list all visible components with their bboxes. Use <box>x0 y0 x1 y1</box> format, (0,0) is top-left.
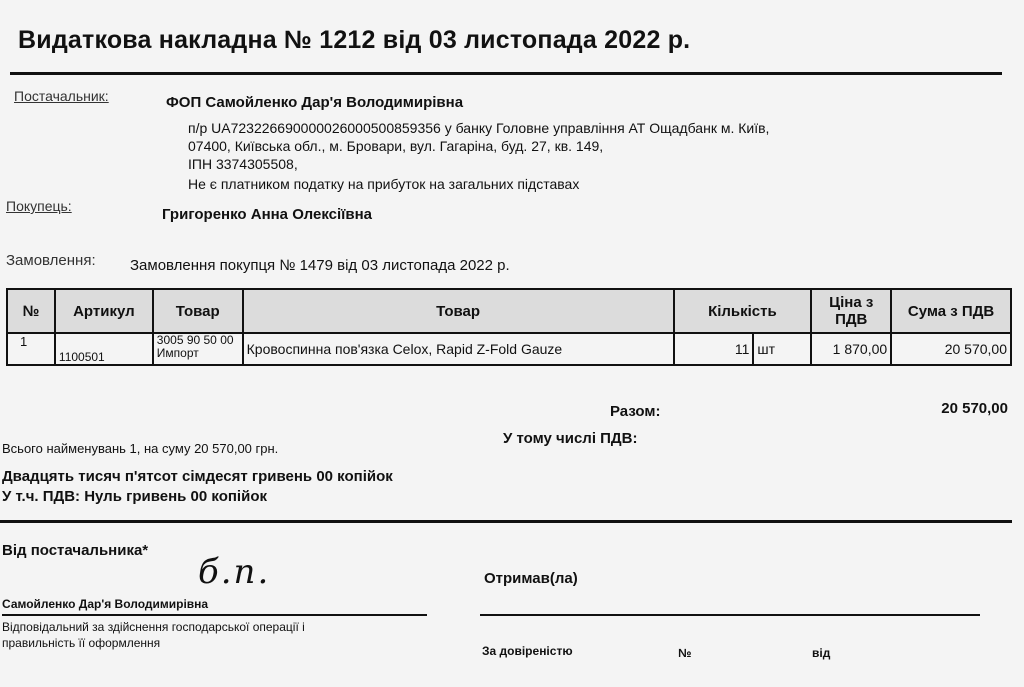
header-article: Артикул <box>55 289 153 333</box>
header-product: Товар <box>243 289 674 333</box>
cell-code: 3005 90 50 00 Импорт <box>153 333 243 365</box>
invoice-title: Видаткова накладна № 1212 від 03 листопада 2022 р. <box>18 26 691 54</box>
supplier-name: ФОП Самойленко Дар'я Володимирівна <box>166 94 464 111</box>
cell-num: 1 <box>7 333 55 365</box>
total-value: 20 570,00 <box>941 400 1008 417</box>
proxy-date-label: від <box>812 646 831 660</box>
vat-in-words: У т.ч. ПДВ: Нуль гривень 00 копійок <box>2 488 267 505</box>
table-row <box>7 333 1011 365</box>
supplier-bank-line: п/р UA723226690000026000500859356 у банку Головне управління АТ Ощадбанк м. Київ, <box>188 120 770 136</box>
cell-sum: 20 570,00 <box>891 333 1011 365</box>
supplier-signatory-name: Самойленко Дар'я Володимирівна <box>2 597 209 611</box>
goods-table <box>6 288 1012 366</box>
header-num: № <box>7 289 55 333</box>
title-underline <box>10 72 1002 75</box>
total-label: Разом: <box>610 403 661 420</box>
received-label: Отримав(ла) <box>484 570 578 587</box>
header-price: Ціна з ПДВ <box>811 289 891 333</box>
proxy-number-label: № <box>678 646 692 660</box>
receiver-signature-line <box>480 614 980 616</box>
supplier-tax-status: Не є платником податку на прибуток на загальних підставах <box>188 176 580 192</box>
handwritten-signature: б.п. <box>198 552 271 592</box>
table-header-row <box>7 289 1011 333</box>
responsibility-note-1: Відповідальний за здійснення господарської операції і <box>2 620 305 634</box>
supplier-address-line: 07400, Київська обл., м. Бровари, вул. Гагаріна, буд. 27, кв. 149, <box>188 138 604 154</box>
cell-price: 1 870,00 <box>811 333 891 365</box>
responsibility-note-2: правильність її оформлення <box>2 636 161 650</box>
header-qty: Кількість <box>674 289 812 333</box>
header-sum: Сума з ПДВ <box>891 289 1011 333</box>
cell-article: 1100501 <box>55 333 153 365</box>
signature-divider <box>0 520 1012 523</box>
supplier-tax-id: ІПН 3374305508, <box>188 156 298 172</box>
cell-unit: шт <box>753 333 811 365</box>
buyer-label: Покупець: <box>6 198 72 214</box>
from-supplier-label: Від постачальника* <box>2 542 149 559</box>
cell-product: Кровоспинна пов'язка Celox, Rapid Z-Fold Gauze <box>243 333 674 365</box>
supplier-signature-line <box>2 614 427 616</box>
vat-label: У тому числі ПДВ: <box>503 430 638 447</box>
items-count-summary: Всього найменувань 1, на суму 20 570,00 грн. <box>2 441 279 456</box>
cell-qty: 11 <box>674 333 754 365</box>
header-code: Товар <box>153 289 243 333</box>
amount-in-words: Двадцять тисяч п'ятсот сімдесят гривень 00 копійок <box>2 468 393 485</box>
order-label: Замовлення: <box>6 252 96 269</box>
supplier-label: Постачальник: <box>14 88 109 104</box>
order-value: Замовлення покупця № 1479 від 03 листопада 2022 р. <box>130 257 510 274</box>
proxy-label: За довіреністю <box>482 644 573 658</box>
buyer-name: Григоренко Анна Олексіївна <box>162 206 372 223</box>
